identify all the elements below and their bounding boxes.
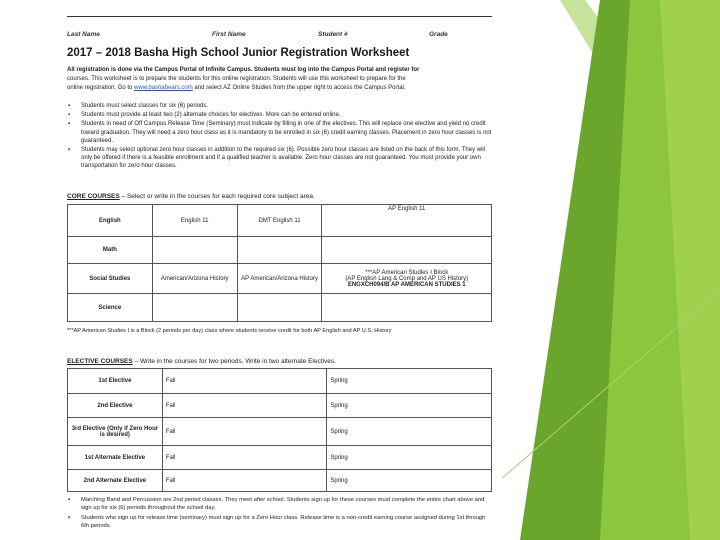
course-option[interactable]: AP English 11 xyxy=(322,205,492,237)
course-write-in[interactable] xyxy=(237,294,322,322)
table-row xyxy=(68,369,492,394)
elective-instruction: – Write in the courses for two periods. Write in two alternate Electives. xyxy=(132,358,336,365)
registration-worksheet xyxy=(52,6,502,540)
table-row xyxy=(68,394,492,418)
elective-label: 2nd Elective xyxy=(68,394,163,418)
footer-notes xyxy=(67,496,492,532)
core-courses-heading xyxy=(67,193,315,200)
fall-cell[interactable]: Fall xyxy=(162,369,327,394)
table-row xyxy=(68,446,492,470)
footer-bullet: ▪ Students who sign up for release time (seminary) must sign up for a Zero Hour class. Release time is a non-credit earning course assigned during 1st through 6th periods. xyxy=(67,514,492,530)
course-option[interactable]: English 11 xyxy=(152,205,237,237)
ap-studies-line-1: ***AP American Studies I Block xyxy=(365,269,449,276)
table-row xyxy=(68,205,492,237)
course-write-in[interactable] xyxy=(152,237,237,264)
course-write-in[interactable] xyxy=(237,237,322,264)
core-instruction: – Select or write in the courses for each required core subject area. xyxy=(119,193,315,200)
bashabears-link[interactable]: www.bashabears.com xyxy=(134,85,193,91)
table-row xyxy=(68,264,492,294)
spring-cell[interactable]: Spring xyxy=(327,470,492,492)
worksheet-title: 2017 – 2018 Basha High School Junior Registration Worksheet xyxy=(67,47,410,59)
fall-cell[interactable]: Fall xyxy=(162,394,327,418)
instruction-bullet: ▪ Students must provide at least two (2) alternate choices for electives. More can be entered online. xyxy=(67,111,492,119)
course-write-in[interactable] xyxy=(152,294,237,322)
elective-label: 1st Alternate Elective xyxy=(68,446,163,470)
table-row xyxy=(68,470,492,492)
course-write-in[interactable] xyxy=(322,237,492,264)
ap-studies-note: ***AP American Studies I is a Block (2 periods per day) class where students receive credit for both AP English and AP U.S. History xyxy=(67,328,392,334)
intro-text-after-link: and select AZ Online Studies from the upper right to access the Campus Portal. xyxy=(192,85,406,91)
header-first-name: First Name xyxy=(212,31,246,38)
elective-courses-table xyxy=(67,368,492,492)
elective-courses-heading xyxy=(67,358,336,365)
elective-label: 1st Elective xyxy=(68,369,163,394)
elective-heading-label: ELECTIVE COURSES xyxy=(67,358,133,365)
fall-cell[interactable]: Fall xyxy=(162,446,327,470)
green-stripe-light xyxy=(560,0,720,260)
instruction-bullet: ▪ Students in need of Off Campus Release Time (Seminary) must indicate by filling in one of the electives. This will replace one elective and yield no credit toward graduation. They will need a zero hour class as it is mandatory to be enrolled in six (6) credit earning classes. Placement in zero hour classes is not guaranteed. xyxy=(67,120,492,145)
instructions-list xyxy=(67,102,492,172)
course-option[interactable]: DMT English 11 xyxy=(237,205,322,237)
intro-line-1: All registration is done via the Campus Portal of Infinite Campus. Students must log into the Campus Portal and register for xyxy=(67,67,420,73)
intro-line-2: courses. This worksheet is to prepare the students for this online registration. Students will use this worksheet to prepare for the xyxy=(67,76,406,82)
core-heading-label: CORE COURSES xyxy=(67,193,120,200)
elective-label: 2nd Alternate Elective xyxy=(68,470,163,492)
course-option-ap-american-studies[interactable] xyxy=(322,264,492,294)
header-rule xyxy=(67,16,492,17)
ap-studies-line-3: ENGXCH094/B AP AMERICAN STUDIES 1 xyxy=(347,281,466,288)
spring-cell[interactable]: Spring xyxy=(327,446,492,470)
table-row xyxy=(68,418,492,446)
fall-cell[interactable]: Fall xyxy=(162,470,327,492)
header-student-number: Student # xyxy=(318,31,348,38)
course-write-in[interactable] xyxy=(322,294,492,322)
subject-label: Social Studies xyxy=(68,264,153,294)
subject-label: Math xyxy=(68,237,153,264)
table-row xyxy=(68,237,492,264)
footer-bullet: ▪ Marching Band and Percussion are 2nd period classes. They meet after school. Students sign up for these courses must complete the entire chart above and sign up for six (6) periods throughout the school day. xyxy=(67,496,492,512)
table-row xyxy=(68,294,492,322)
spring-cell[interactable]: Spring xyxy=(327,369,492,394)
spring-cell[interactable]: Spring xyxy=(327,418,492,446)
instruction-bullet: ▪ Students may select optional zero hour classes in addition to the required six (6). Possible zero hour classes are listed on the back of this form. They will only be offered if there is a feasible enrollment and if a qualified teacher is available. Zero hour classes are not guaranteed. You must provide your own transportation for zero hour classes. xyxy=(67,146,492,171)
subject-label: Science xyxy=(68,294,153,322)
green-stripe-dark xyxy=(520,0,660,540)
subject-label: English xyxy=(68,205,153,237)
header-grade: Grade xyxy=(429,31,448,38)
green-thin-line xyxy=(500,290,720,480)
green-stripe-accent xyxy=(660,0,720,540)
header-last-name: Last Name xyxy=(67,31,100,38)
course-option[interactable]: AP American/Arizona History xyxy=(237,264,322,294)
ap-studies-line-2: (AP English Lang & Comp and AP US History) xyxy=(345,275,469,282)
intro-text-before-link: online registration. Go to xyxy=(67,85,135,91)
elective-label: 3rd Elective (Only if Zero Hour is desired) xyxy=(68,418,163,446)
instruction-bullet: ▪ Students must select classes for six (6) periods. xyxy=(67,102,492,110)
core-courses-table xyxy=(67,204,492,322)
fall-cell[interactable]: Fall xyxy=(162,418,327,446)
spring-cell[interactable]: Spring xyxy=(327,394,492,418)
green-stripe-mid xyxy=(600,0,720,540)
course-option[interactable]: American/Arizona History xyxy=(152,264,237,294)
intro-line-3 xyxy=(67,84,492,93)
